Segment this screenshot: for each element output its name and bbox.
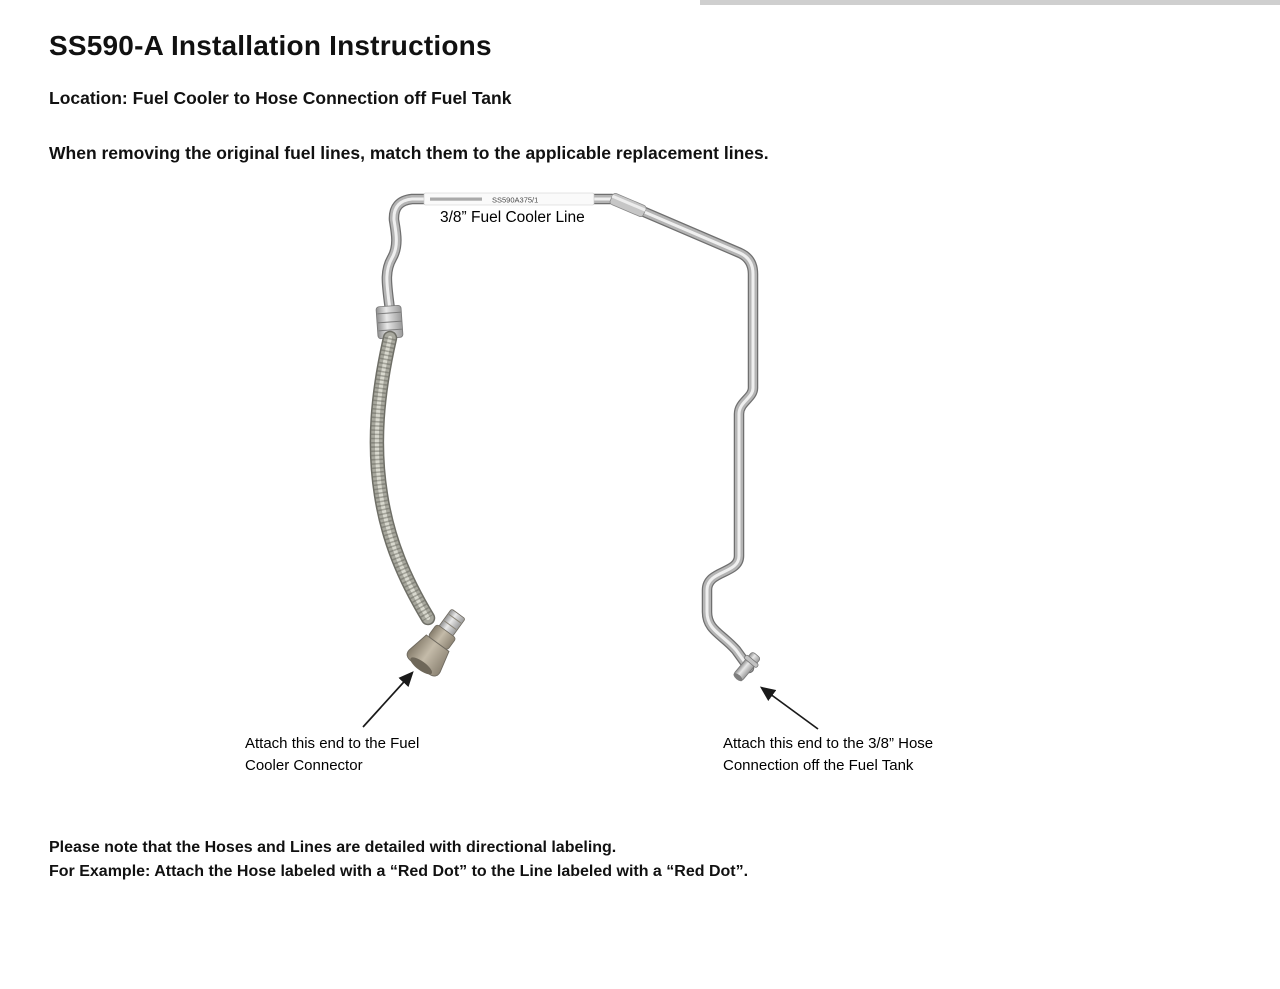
directional-labeling-note bbox=[49, 836, 748, 884]
left-callout-line2: Cooler Connector bbox=[245, 757, 363, 774]
note-line1: Please note that the Hoses and Lines are detailed with directional labeling. bbox=[49, 839, 617, 856]
right-callout-arrow bbox=[762, 688, 818, 729]
location-line: Location: Fuel Cooler to Hose Connection off Fuel Tank bbox=[49, 88, 512, 108]
left-callout-arrow bbox=[363, 673, 412, 727]
left-callout-line1: Attach this end to the Fuel bbox=[245, 735, 420, 752]
rigid-tube bbox=[387, 199, 753, 668]
sticker-part-number: SS590A375/1 bbox=[492, 195, 539, 205]
part-label: 3/8” Fuel Cooler Line bbox=[440, 209, 585, 226]
tube-joint-sleeve bbox=[609, 192, 647, 217]
fuel-cooler-end-fitting bbox=[403, 603, 474, 681]
fuel-line-photo bbox=[330, 180, 870, 740]
right-callout-line1: Attach this end to the 3/8” Hose bbox=[723, 735, 934, 752]
right-callout-text bbox=[723, 733, 933, 777]
scan-artifact-bar bbox=[700, 0, 1280, 5]
right-callout-line2: Connection off the Fuel Tank bbox=[723, 757, 914, 774]
part-number-sticker bbox=[424, 193, 594, 205]
note-line2: For Example: Attach the Hose labeled with a “Red Dot” to the Line labeled with a “Red Dot”. bbox=[49, 863, 749, 880]
instruction-line: When removing the original fuel lines, match them to the applicable replacement lines. bbox=[49, 143, 769, 163]
page-title: SS590-A Installation Instructions bbox=[49, 30, 492, 61]
braided-hose bbox=[377, 338, 428, 618]
left-callout-text bbox=[245, 733, 419, 777]
